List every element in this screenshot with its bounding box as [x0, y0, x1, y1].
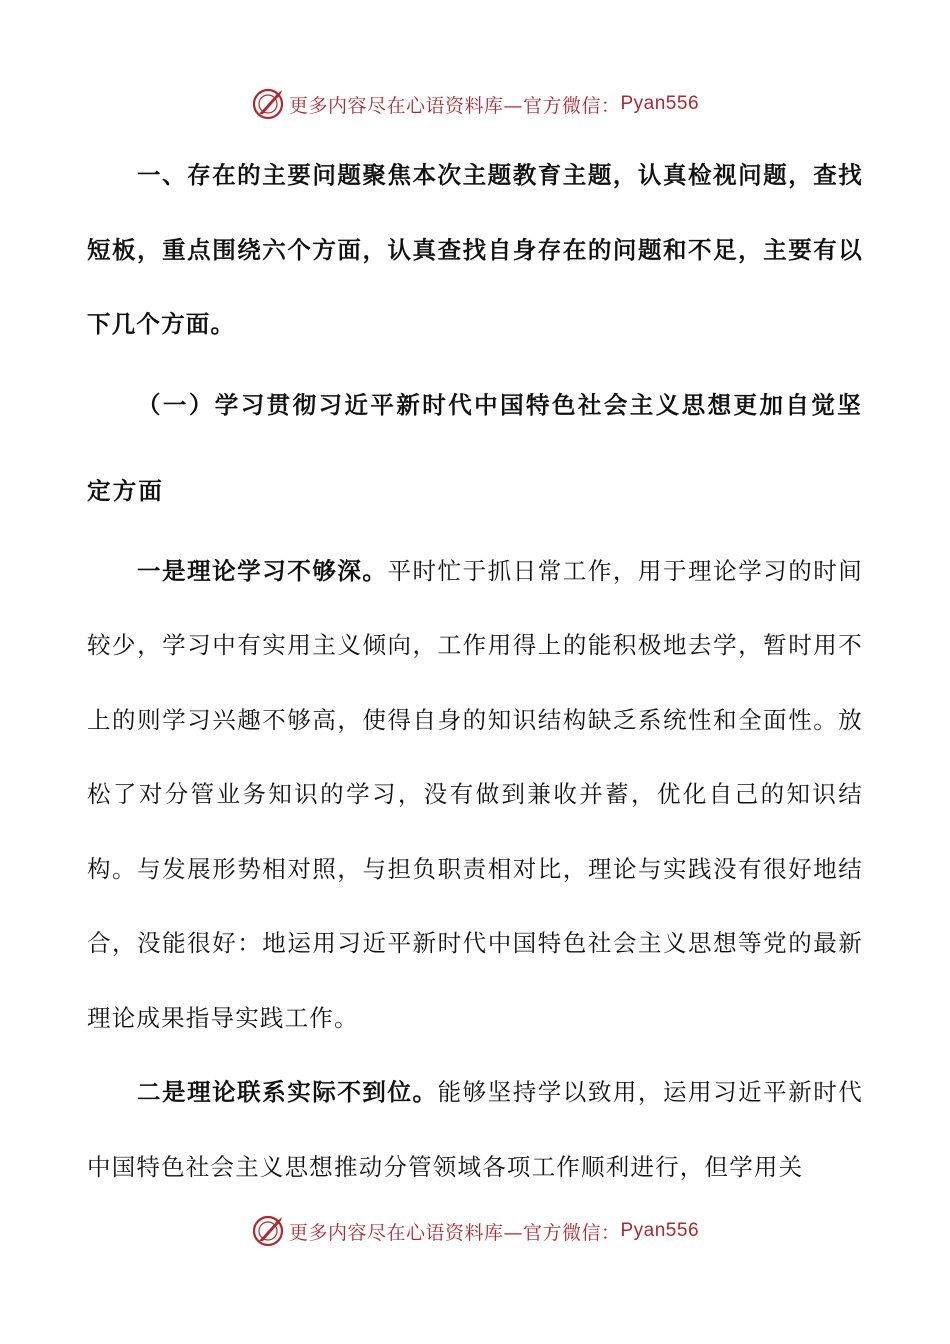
- section-heading: [87, 362, 863, 534]
- quill-seal-icon: [251, 1214, 285, 1248]
- section-title: （一）学习贯彻习近平新时代中国特色社会主义思想更加自觉坚定方面: [87, 390, 863, 505]
- item-2-paragraph: [87, 1055, 863, 1204]
- item-2-text: 能够坚持学以致用，运用习近平新时代中国特色社会主义思想推动分管领域各项工作顺利进行，但学用关: [87, 1078, 863, 1181]
- item-1-paragraph: [87, 534, 863, 1056]
- intro-paragraph: [87, 138, 863, 362]
- document-body: [87, 138, 863, 1204]
- item-1-lead: 一是理论学习不够深。: [137, 556, 388, 585]
- wechat-id: Pyan556: [620, 93, 700, 114]
- footer-wechat-id: Pyan556: [620, 1220, 700, 1241]
- intro-text: 一、存在的主要问题聚焦本次主题教育主题，认真检视问题，查找短板，重点围绕六个方面，认真查找自身存在的问题和不足，主要有以下几个方面。: [87, 161, 863, 338]
- item-1-text: 平时忙于抓日常工作，用于理论学习的时间较少，学习中有实用主义倾向，工作用得上的能积极地去学，暂时用不上的则学习兴趣不够高，使得自身的知识结构缺乏系统性和全面性。放松了对分管业务知识的学习，没有做到兼收并蓄，优化自己的知识结构。与发展形势相对照，与担负职责相对比，理论与实践没有很好地结合，没能很好：地运用习近平新时代中国特色社会主义思想等党的最新理论成果指导实践工作。: [87, 556, 863, 1032]
- footer-watermark: [0, 1211, 950, 1251]
- quill-seal-icon: [251, 87, 285, 121]
- watermark-text: 更多内容尽在心语资料库—官方微信：: [288, 94, 621, 117]
- header-watermark: [0, 84, 950, 124]
- item-2-lead: 二是理论联系实际不到位。: [137, 1078, 438, 1106]
- footer-watermark-text: 更多内容尽在心语资料库—官方微信：: [288, 1221, 621, 1244]
